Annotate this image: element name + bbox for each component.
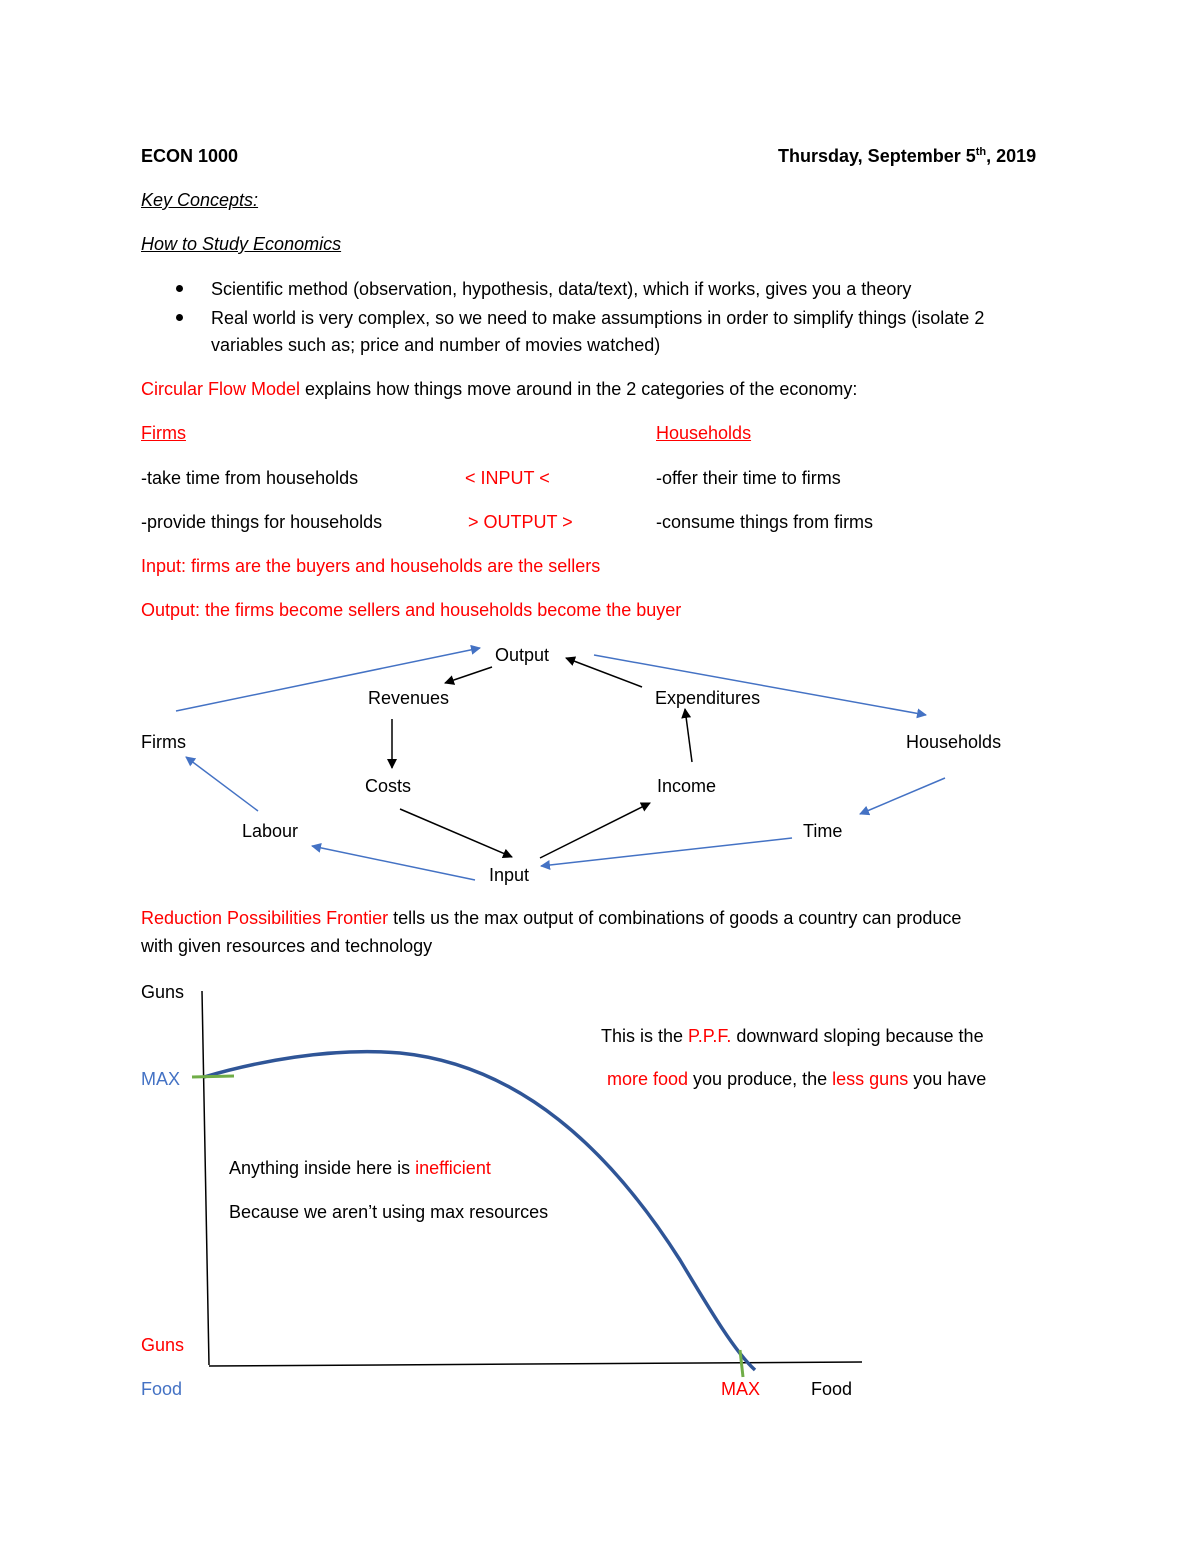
food-bottom-label: Food [141, 1379, 183, 1399]
bullet-item: Real world is very complex, so we need to make assumptions in order to simplify things (isolate 2 [211, 308, 985, 328]
guns-bottom-label: Guns [141, 1335, 185, 1355]
ppf-definition-continued: with given resources and technology [141, 936, 433, 956]
output-arrow-label: > OUTPUT > [468, 512, 573, 532]
revenues-node: Revenues [368, 688, 450, 708]
input-node: Input [489, 865, 530, 885]
households-row-1: -offer their time to firms [656, 468, 841, 488]
x-axis [209, 1362, 862, 1366]
output-definition: Output: the firms become sellers and households become the buyer [141, 600, 682, 620]
firms-row-2: -provide things for households [141, 512, 383, 532]
labour-node: Labour [242, 821, 299, 841]
y-axis [202, 991, 209, 1365]
inefficient-note: Anything inside here is inefficient [229, 1158, 491, 1178]
time-node: Time [803, 821, 843, 841]
max-guns-label: MAX [141, 1069, 181, 1089]
circular-flow-line: Circular Flow Model explains how things move around in the 2 categories of the economy: [141, 379, 858, 399]
ppf-note-line-1: This is the P.P.F. downward sloping because the [601, 1026, 984, 1046]
output-node: Output [495, 645, 550, 665]
ppf-note-line-2: more food you produce, the less guns you have [607, 1069, 987, 1089]
income-node: Income [657, 776, 717, 796]
max-food-label: MAX [721, 1379, 761, 1399]
costs-node: Costs [365, 776, 412, 796]
firms-heading: Firms [141, 423, 186, 443]
expenditures-node: Expenditures [655, 688, 761, 708]
course-title: ECON 1000 [141, 146, 239, 166]
x-axis-label: Food [811, 1379, 853, 1399]
study-heading: How to Study Economics [141, 234, 342, 254]
firms-row-1: -take time from households [141, 468, 359, 488]
firms-node: Firms [141, 732, 186, 752]
bullet-item: Scientific method (observation, hypothesis, data/text), which if works, gives you a theory [211, 279, 912, 299]
households-row-2: -consume things from firms [656, 512, 874, 532]
households-heading: Households [656, 423, 752, 443]
bullet-item-continued: variables such as; price and number of movies watched) [211, 335, 661, 355]
input-arrow-label: < INPUT < [465, 468, 550, 488]
input-definition: Input: firms are the buyers and households are the sellers [141, 556, 601, 576]
resources-note: Because we aren’t using max resources [229, 1202, 549, 1222]
lecture-date: Thursday, September 5th, 2019 [778, 146, 1037, 166]
y-axis-label: Guns [141, 982, 185, 1002]
key-concepts-heading: Key Concepts: [141, 190, 259, 210]
max-guns-tick [192, 1076, 234, 1077]
households-node: Households [906, 732, 1002, 752]
ppf-definition: Reduction Possibilities Frontier tells us the max output of combinations of goods a country can produce [141, 908, 962, 928]
